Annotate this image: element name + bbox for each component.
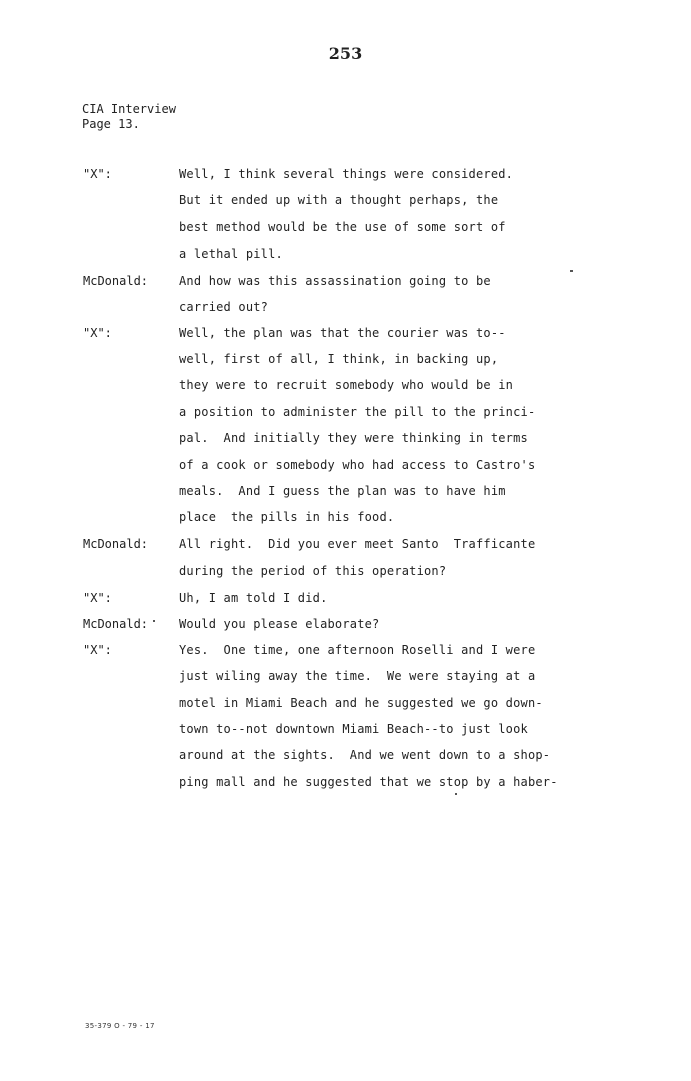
page-number: 253 [328,44,363,63]
transcript-line: Well, I think several things were considered. [179,167,514,181]
transcript-line: motel in Miami Beach and he suggested we go down- [179,696,543,710]
scan-speck [153,620,155,622]
transcript-line: a position to administer the pill to the princi- [179,405,536,419]
transcript-line: of a cook or somebody who had access to Castro's [179,458,536,472]
transcript-line: pal. And initially they were thinking in terms [179,431,528,445]
transcript-line: carried out? [179,300,269,314]
transcript-line: place the pills in his food. [179,510,395,524]
transcript-line: Well, the plan was that the courier was to-- [179,326,506,340]
transcript-line: a lethal pill. [179,247,283,261]
transcript-line: town to--not downtown Miami Beach--to just look [179,722,528,736]
speaker-label: "X": [83,167,112,181]
transcript-line: But it ended up with a thought perhaps, the [179,193,499,207]
speaker-label: "X": [83,643,112,657]
transcript-line: All right. Did you ever meet Santo Trafficante [179,537,536,551]
scan-speck [455,793,457,795]
scan-speck [570,270,573,272]
speaker-label: "X": [83,326,112,340]
transcript-line: And how was this assassination going to be [179,274,491,288]
transcript-line: they were to recruit somebody who would be in [179,378,514,392]
speaker-label: McDonald: [83,617,149,631]
transcript-line: around at the sights. And we went down to a shop- [179,748,551,762]
speaker-label: McDonald: [83,537,149,551]
transcript-line: Yes. One time, one afternoon Roselli and I were [179,643,536,657]
document-title: CIA Interview [82,102,176,116]
transcript-line: during the period of this operation? [179,564,447,578]
transcript-line: Uh, I am told I did. [179,591,328,605]
page-reference: Page 13. [82,117,140,131]
transcript-line: Would you please elaborate? [179,617,380,631]
footer-print-code: 35-379 O - 79 - 17 [85,1022,155,1030]
speaker-label: McDonald: [83,274,149,288]
transcript-line: just wiling away the time. We were staying at a [179,669,536,683]
speaker-label: "X": [83,591,112,605]
transcript-line: well, first of all, I think, in backing up, [179,352,499,366]
transcript-line: best method would be the use of some sort of [179,220,506,234]
transcript-line: ping mall and he suggested that we stop by a haber- [179,775,558,789]
transcript-line: meals. And I guess the plan was to have him [179,484,506,498]
